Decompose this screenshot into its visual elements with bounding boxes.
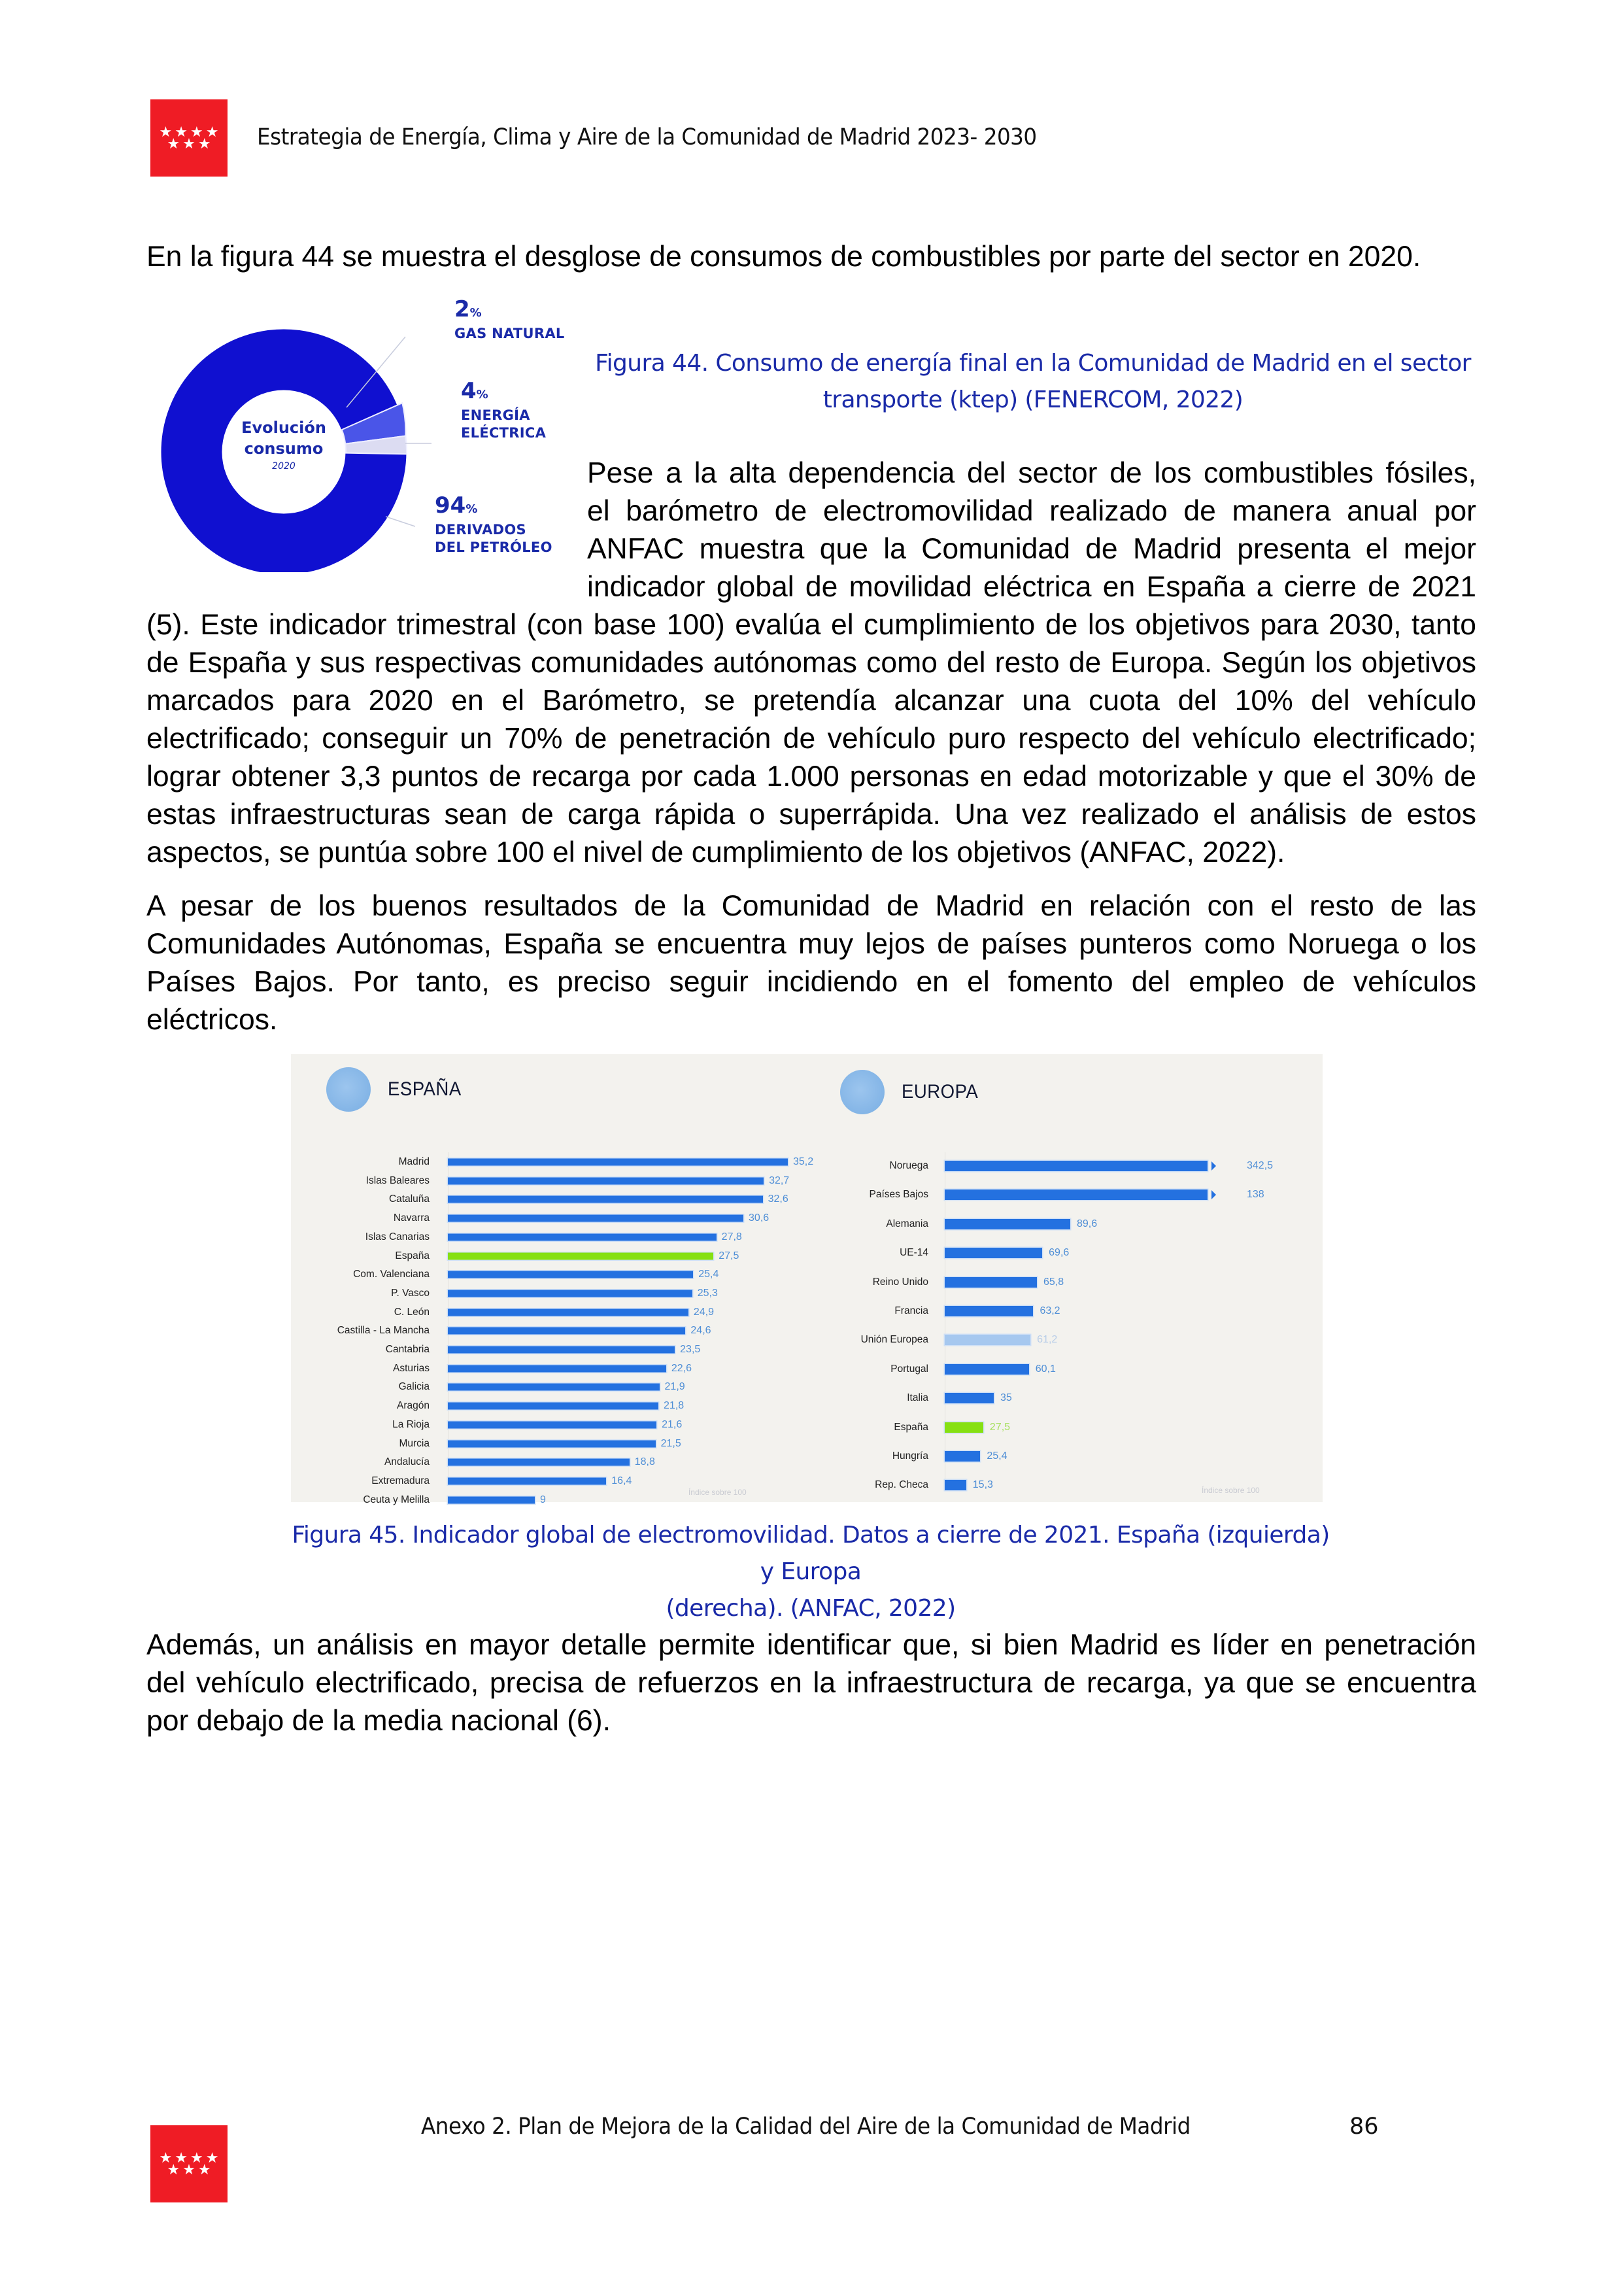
bar	[945, 1219, 1070, 1229]
globe-icon	[840, 1070, 885, 1114]
bar-label: España	[894, 1421, 928, 1433]
bar-label: Rep. Checa	[875, 1479, 928, 1491]
bar	[448, 1271, 693, 1278]
bar	[448, 1496, 535, 1503]
bar-value: 21,6	[662, 1418, 683, 1430]
bar-label: España	[395, 1250, 430, 1261]
bar-label: Reino Unido	[872, 1276, 928, 1288]
bar-label: Murcia	[399, 1437, 430, 1449]
espana-chart-note: Índice sobre 100	[688, 1488, 747, 1497]
bar-value: 16,4	[611, 1475, 632, 1486]
bar	[945, 1451, 980, 1462]
bar	[945, 1335, 1030, 1345]
bar-value: 32,6	[768, 1193, 788, 1205]
bar-label: Extremadura	[371, 1475, 430, 1486]
bar-label: Islas Baleares	[365, 1174, 430, 1186]
paragraph-2: A pesar de los buenos resultados de la Comunidad de Madrid en relación con el resto de las Comunidades Autónomas, España se encuentra muy lejos de países punteros como Noruega o los Países Bajos. Por tanto, es preciso seguir incidiendo en el fomento del empleo de vehículos eléctricos.	[146, 890, 1476, 1036]
stars-icon: ★ ★ ★	[167, 2161, 211, 2178]
bar-label: Ceuta y Melilla	[363, 1494, 430, 1505]
bar	[448, 1327, 685, 1335]
bar-value: 21,5	[660, 1437, 681, 1449]
bar-label: Países Bajos	[869, 1189, 928, 1201]
bar-label: Aragón	[397, 1400, 430, 1412]
bar-label: Cantabria	[385, 1344, 430, 1355]
bar-value: 69,6	[1049, 1247, 1070, 1259]
bar	[448, 1459, 630, 1466]
bar-label: Cataluña	[388, 1193, 430, 1205]
europa-chart-header: EUROPA	[840, 1070, 985, 1114]
bar-label: Com. Valenciana	[353, 1269, 430, 1280]
truncation-arrow-icon	[1211, 1190, 1216, 1199]
intro-paragraph: En la figura 44 se muestra el desglose de consumos de combustibles por parte del sector en 2020.	[146, 241, 1421, 273]
bar-value: 25,4	[987, 1450, 1007, 1462]
bar-label: P. Vasco	[391, 1287, 430, 1299]
bar-label: Galicia	[398, 1381, 430, 1393]
bar-label: Portugal	[890, 1363, 928, 1375]
bar	[945, 1161, 1208, 1171]
bar-label: Unión Europea	[860, 1334, 928, 1346]
bar	[448, 1177, 764, 1184]
comunidad-madrid-logo-footer	[150, 2125, 228, 2202]
bar-label: Alemania	[886, 1218, 928, 1229]
bar	[448, 1421, 656, 1428]
bar-value: 25,4	[698, 1269, 719, 1280]
bar-label: Madrid	[398, 1156, 430, 1167]
bar	[945, 1393, 994, 1403]
bar-value: 30,6	[749, 1212, 770, 1224]
document-header-title: Estrategia de Energía, Clima y Aire de la Comunidad de Madrid 2023- 2030	[257, 124, 1037, 150]
bar-label: La Rioja	[392, 1418, 430, 1430]
legend-derivados-petroleo: 94% DERIVADOS DEL PETRÓLEO	[435, 492, 552, 555]
figure-45-bar-charts	[291, 1054, 1323, 1505]
bar-value: 27,5	[719, 1250, 739, 1261]
bar	[448, 1290, 692, 1297]
document-footer-title: Anexo 2. Plan de Mejora de la Calidad del Aire de la Comunidad de Madrid	[421, 2114, 1191, 2140]
stars-icon: ★ ★ ★ ★	[159, 2149, 219, 2166]
bar-value: 23,5	[680, 1344, 701, 1355]
bar	[448, 1309, 688, 1316]
bar	[448, 1477, 606, 1484]
bar-label: Andalucía	[384, 1456, 430, 1468]
bar	[945, 1248, 1042, 1258]
figure-44-caption: Figura 44. Consumo de energía final en la Comunidad de Madrid en el sector transporte (ktep) (FENERCOM, 2022)	[595, 350, 1471, 413]
bar-value: 21,9	[664, 1381, 685, 1393]
bar	[945, 1364, 1029, 1375]
figure-44-donut-chart	[157, 298, 575, 572]
bar-label: C. León	[394, 1306, 430, 1318]
bar-value: 35	[1000, 1392, 1012, 1404]
bar	[945, 1306, 1033, 1316]
bar	[945, 1480, 966, 1490]
bar	[448, 1215, 743, 1222]
bar	[448, 1159, 788, 1166]
bar	[448, 1196, 763, 1203]
bar-value: 89,6	[1077, 1218, 1098, 1229]
bar-value: 32,7	[769, 1174, 790, 1186]
bar-value: 25,3	[697, 1287, 718, 1299]
legend-energia-electrica: 4% ENERGÍA ELÉCTRICA	[461, 378, 547, 441]
bar	[448, 1346, 675, 1354]
bar-value: 27,8	[721, 1231, 742, 1242]
bar-value: 138	[1247, 1189, 1264, 1201]
bar	[448, 1233, 717, 1241]
bar-label: UE-14	[900, 1247, 928, 1259]
bar-value: 24,6	[690, 1325, 711, 1337]
page-number: 86	[1349, 2114, 1379, 2140]
bar-label: Francia	[894, 1305, 928, 1316]
bar-label: Noruega	[889, 1160, 928, 1171]
paragraph-3: Además, un análisis en mayor detalle permite identificar que, si bien Madrid es líder en penetración del vehículo electrificado, precisa de refuerzos en la infraestructura de recarga, ya que se encuentra por debajo de la media nacional (6).	[146, 1629, 1476, 1737]
comunidad-madrid-logo	[150, 99, 228, 177]
bar-value: 9	[539, 1494, 546, 1505]
bar-label: Hungría	[892, 1450, 928, 1462]
globe-icon	[326, 1067, 371, 1112]
europa-chart-note: Índice sobre 100	[1202, 1486, 1260, 1495]
bar	[448, 1403, 658, 1410]
bar	[945, 1190, 1208, 1200]
espana-chart-header: ESPAÑA	[326, 1067, 468, 1112]
figure-45-caption: Figura 45. Indicador global de electromovilidad. Datos a cierre de 2021. España (izquierda) y Europa (derecha). (ANFAC, 2022)	[292, 1522, 1330, 1622]
truncation-arrow-icon	[1211, 1161, 1216, 1171]
bar-value: 21,8	[664, 1400, 685, 1412]
bar-value: 24,9	[693, 1306, 714, 1318]
bar	[945, 1277, 1037, 1288]
bar-label: Navarra	[393, 1212, 430, 1224]
bar-value: 63,2	[1040, 1305, 1060, 1316]
bar-value: 61,2	[1037, 1334, 1058, 1346]
bar-label: Asturias	[393, 1362, 430, 1374]
bar	[945, 1422, 983, 1433]
bar-value: 65,8	[1043, 1276, 1064, 1288]
donut-center-label: Evolución consumo 2020	[241, 419, 326, 471]
bar-label: Italia	[907, 1392, 928, 1404]
bar-value: 27,5	[989, 1421, 1011, 1433]
bar-value: 342,5	[1247, 1160, 1274, 1171]
bar-label: Islas Canarias	[365, 1231, 430, 1242]
bar-value: 60,1	[1035, 1363, 1056, 1375]
bar-label: Castilla - La Mancha	[337, 1325, 430, 1337]
bar-value: 22,6	[671, 1362, 692, 1374]
bar	[448, 1384, 660, 1391]
stars-icon: ★ ★ ★	[167, 135, 211, 152]
bar-value: 15,3	[972, 1479, 993, 1491]
stars-icon: ★ ★ ★ ★	[159, 124, 219, 140]
legend-gas-natural: 2% GAS NATURAL	[454, 296, 565, 341]
paragraph-1-wrapped: Pese a la alta dependencia del sector de los combustibles fósiles, el barómetro de electromovilidad realizado de manera anual por ANFAC muestra que la Comunidad de Madrid presenta el mejor indicador global de movilidad eléctrica en España a cierre de 2021	[587, 457, 1476, 603]
bar-value: 18,8	[634, 1456, 655, 1468]
bar	[448, 1440, 656, 1447]
bar	[448, 1365, 666, 1372]
paragraph-1: (5). Este indicador trimestral (con base 100) evalúa el cumplimiento de los objetivos para 2030, tanto de España y sus respectivas comunidades autónomas como del resto de Europa. Según los objetivos marcados para 2020 en el Barómetro, se pretendía alcanzar una cuota del 10% del vehículo electrificado; conseguir un 70% de penetración de vehículo puro respecto del vehículo electrificado; lograr obtener 3,3 puntos de recarga por cada 1.000 personas en edad motorizable y que el 30% de estas infraestructuras sean de carga rápida o superrápida. Una vez realizado el análisis de estos aspectos, se puntúa sobre 100 el nivel de cumplimiento de los objetivos (ANFAC, 2022).	[146, 609, 1476, 868]
bar	[448, 1252, 713, 1259]
bar-value: 35,2	[793, 1156, 814, 1167]
